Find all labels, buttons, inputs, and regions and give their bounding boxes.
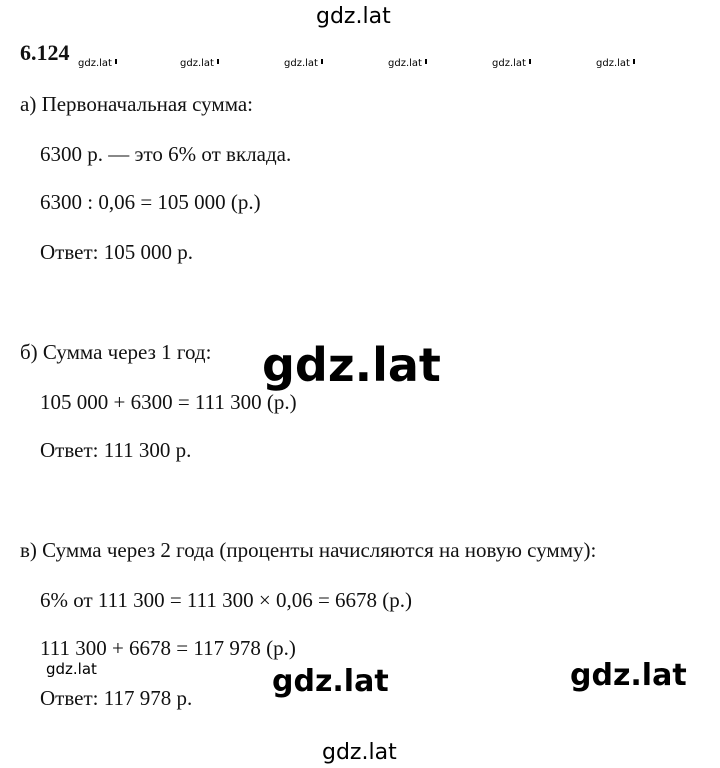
watermark-top: gdz.lat (316, 4, 391, 29)
watermark-bottom: gdz.lat (322, 740, 397, 765)
problem-number: 6.124 (20, 40, 70, 65)
watermark-small-2: gdz.lat (180, 58, 219, 69)
watermark-small-left: gdz.lat (46, 660, 97, 678)
watermark-small-5: gdz.lat (492, 58, 531, 69)
part-a-heading: а) Первоначальная сумма: (20, 92, 253, 116)
watermark-small-4: gdz.lat (388, 58, 427, 69)
part-a-calculation: 6300 : 0,06 = 105 000 (р.) (40, 190, 261, 214)
part-b-calculation: 105 000 + 6300 = 111 300 (р.) (40, 390, 297, 414)
part-b-answer: Ответ: 111 300 р. (40, 438, 192, 462)
part-c-calculation-1: 6% от 111 300 = 111 300 × 0,06 = 6678 (р.) (40, 588, 413, 612)
part-a-statement: 6300 р. — это 6% от вклада. (40, 142, 292, 166)
watermark-bottom-left-big: gdz.lat (272, 664, 389, 699)
watermark-small-3: gdz.lat (284, 58, 323, 69)
part-b-heading: б) Сумма через 1 год: (20, 340, 212, 364)
part-c-heading: в) Сумма через 2 года (проценты начисляются на новую сумму): (20, 538, 597, 562)
part-a-answer: Ответ: 105 000 р. (40, 240, 193, 264)
part-c-answer: Ответ: 117 978 р. (40, 686, 193, 710)
watermark-bottom-right-big: gdz.lat (570, 658, 687, 693)
watermark-center-big: gdz.lat (262, 338, 441, 392)
part-c-calculation-2: 111 300 + 6678 = 117 978 (р.) (40, 636, 296, 660)
watermark-small-6: gdz.lat (596, 58, 635, 69)
watermark-small-1: gdz.lat (78, 58, 117, 69)
